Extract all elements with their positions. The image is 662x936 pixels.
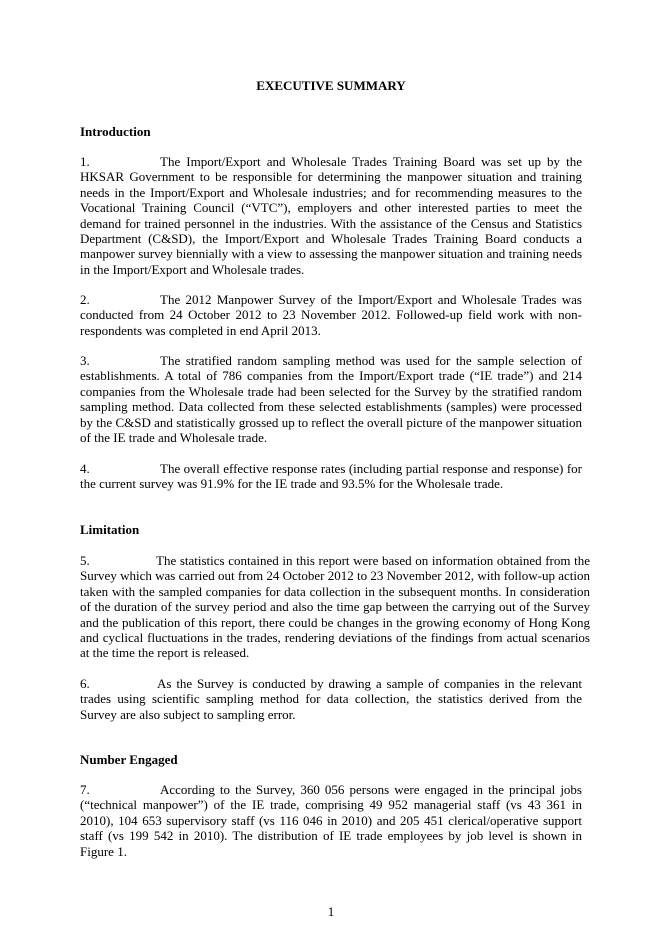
paragraph-number: 3. <box>80 353 90 368</box>
paragraph-text: The overall effective response rates (including partial response and response) for the current survey was 91.9% for the IE trade and 93.5% for the Wholesale trade. <box>80 461 582 492</box>
paragraph-5 <box>80 553 590 661</box>
paragraph-number: 7. <box>80 782 90 797</box>
paragraph-text: The Import/Export and Wholesale Trades Training Board was set up by the HKSAR Government to be responsible for determining the manpower situation and training needs in the Import/Export and Wholesale industries; and for recommending measures to the Vocational Training Council (“VTC”), employers and other interested parties to meet the demand for trained personnel in the industries. With the assistance of the Census and Statistics Department (C&SD), the Import/Export and Wholesale Trades Training Board conducts a manpower survey biennially with a view to assessing the manpower situation and training needs in the Import/Export and Wholesale trades. <box>80 154 582 277</box>
paragraph-text: The 2012 Manpower Survey of the Import/Export and Wholesale Trades was conducted from 24 October 2012 to 23 November 2012. Followed-up field work with non-respondents was completed in end April 2013. <box>80 292 582 338</box>
paragraph-text: According to the Survey, 360 056 persons were engaged in the principal jobs (“technical manpower”) of the IE trade, comprising 49 952 managerial staff (vs 43 361 in 2010), 104 653 supervisory staff (vs 116 046 in 2010) and 205 451 clerical/operative support staff (vs 199 542 in 2010). The distribution of IE trade employees by job level is shown in Figure 1. <box>80 782 582 859</box>
paragraph-text: As the Survey is conducted by drawing a sample of companies in the relevant trades using scientific sampling method for data collection, the statistics derived from the Survey are also subject to sampling error. <box>80 676 582 722</box>
paragraph-7 <box>80 782 582 859</box>
paragraph-number: 1. <box>80 154 90 169</box>
paragraph-text: The stratified random sampling method was used for the sample selection of establishments. A total of 786 companies from the Import/Export trade (“IE trade”) and 214 companies from the Wholesale trade had been selected for the Survey by the stratified random sampling method. Data collected from these selected establishments (samples) were processed by the C&SD and statistically grossed up to reflect the overall picture of the manpower situation of the IE trade and Wholesale trade. <box>80 353 582 446</box>
section-heading-number-engaged: Number Engaged <box>80 752 178 767</box>
page-title: EXECUTIVE SUMMARY <box>256 78 406 93</box>
paragraph-text: The statistics contained in this report were based on information obtained from the Survey which was carried out from 24 October 2012 to 23 November 2012, with follow-up action taken with the sampled companies for data collection in the subsequent months. In consideration of the duration of the survey period and also the time gap between the carrying out of the Survey and the publication of this report, there could be changes in the growing economy of Hong Kong and cyclical fluctuations in the trades, rendering deviations of the findings from actual scenarios at the time the report is released. <box>80 553 590 661</box>
paragraph-number: 6. <box>80 676 90 691</box>
paragraph-2 <box>80 292 582 338</box>
section-heading-introduction: Introduction <box>80 124 151 139</box>
paragraph-4 <box>80 461 582 492</box>
paragraph-number: 4. <box>80 461 90 476</box>
paragraph-number: 2. <box>80 292 90 307</box>
paragraph-number: 5. <box>80 553 90 568</box>
paragraph-1 <box>80 154 582 277</box>
section-heading-limitation: Limitation <box>80 522 140 537</box>
paragraph-6 <box>80 676 582 722</box>
paragraph-3 <box>80 353 582 445</box>
page-number: 1 <box>327 904 335 919</box>
